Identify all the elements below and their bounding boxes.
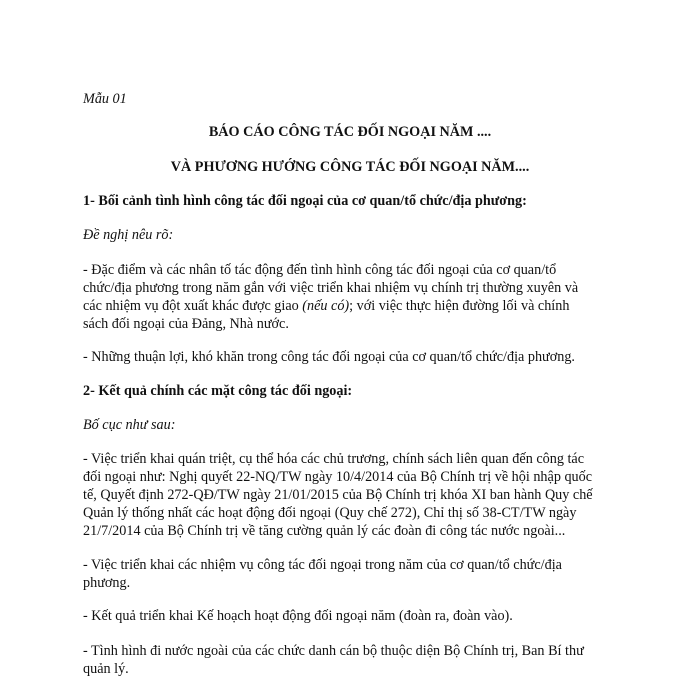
- section-1-heading: 1- Bối cảnh tình hình công tác đối ngoại của cơ quan/tổ chức/địa phương:: [83, 193, 527, 209]
- section-2-paragraph-1-line-3: tế, Quyết định 272-QĐ/TW ngày 21/01/2015 của Bộ Chính trị khóa XI ban hành Quy chế: [83, 487, 593, 503]
- section-1-paragraph-1-line-4: sách đối ngoại của Đảng, Nhà nước.: [83, 316, 289, 332]
- section-1-paragraph-1-line-1: - Đặc điểm và các nhân tố tác động đến tình hình công tác đối ngoại của cơ quan/tổ: [83, 262, 557, 278]
- paragraph-note-italic: (nếu có): [302, 298, 350, 314]
- document-title-line-1: BÁO CÁO CÔNG TÁC ĐỐI NGOẠI NĂM ....: [208, 124, 492, 140]
- form-label: Mẫu 01: [83, 91, 127, 107]
- section-2-paragraph-1-line-4: Quản lý thống nhất các hoạt động đối ngoại (Quy chế 272), Chỉ thị số 38-CT/TW ngày: [83, 505, 577, 521]
- section-1-note: Đề nghị nêu rõ:: [83, 227, 174, 243]
- document-title-line-2: VÀ PHƯƠNG HƯỚNG CÔNG TÁC ĐỐI NGOẠI NĂM....: [170, 159, 530, 175]
- paragraph-text: các nhiệm vụ đột xuất khác được giao: [83, 298, 303, 314]
- section-2-note: Bố cục như sau:: [83, 417, 176, 433]
- section-2-paragraph-1-line-5: 21/7/2014 của Bộ Chính trị về tăng cường quản lý các đoàn đi công tác nước ngoài...: [83, 523, 566, 539]
- section-2-paragraph-1-line-2: đối ngoại như: Nghị quyết 22-NQ/TW ngày 10/4/2014 của Bộ Chính trị về hội nhập quốc: [83, 469, 593, 485]
- section-1-paragraph-1-line-2: chức/địa phương trong năm gắn với việc triển khai nhiệm vụ chính trị thường xuyên và: [83, 280, 579, 296]
- section-2-paragraph-4-line-2: quản lý.: [83, 661, 129, 677]
- section-1-paragraph-1-line-3: [83, 297, 569, 315]
- section-2-paragraph-3: - Kết quả triển khai Kế hoạch hoạt động đối ngoại năm (đoàn ra, đoàn vào).: [83, 608, 513, 624]
- section-2-paragraph-1-line-1: - Việc triển khai quán triệt, cụ thể hóa các chủ trương, chính sách liên quan đến công tác: [83, 451, 584, 467]
- section-1-paragraph-2: - Những thuận lợi, khó khăn trong công tác đối ngoại của cơ quan/tổ chức/địa phương.: [83, 349, 575, 365]
- paragraph-text: ; với việc thực hiện đường lối và chính: [349, 298, 570, 314]
- section-2-paragraph-4-line-1: - Tình hình đi nước ngoài của các chức danh cán bộ thuộc diện Bộ Chính trị, Ban Bí thư: [83, 643, 584, 659]
- section-2-paragraph-2-line-1: - Việc triển khai các nhiệm vụ công tác đối ngoại trong năm của cơ quan/tổ chức/địa: [83, 557, 562, 573]
- section-2-paragraph-2-line-2: phương.: [83, 575, 131, 591]
- section-2-heading: 2- Kết quả chính các mặt công tác đối ngoại:: [83, 383, 353, 399]
